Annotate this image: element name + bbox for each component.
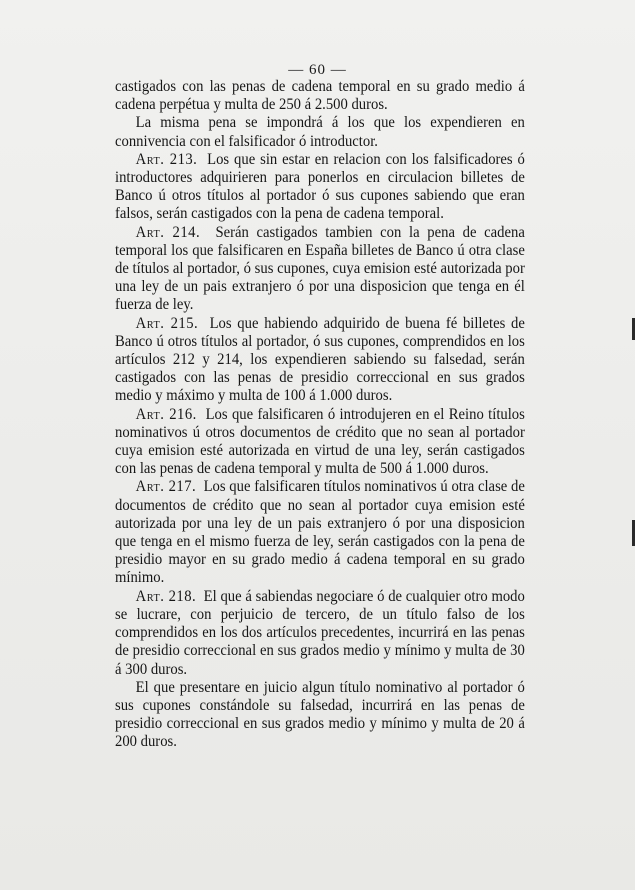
paragraph-text: La misma pena se impondrá á los que los expendieren en connivencia con el falsificador ó introductor.: [115, 114, 525, 150]
paragraph-text: El que presentare en juicio algun título nominativo al portador ó sus cupones constándole su falsedad, incurrirá en las penas de presidio correccional en sus grados medio y mínimo y multa de 20 á 200 duros.: [115, 678, 525, 751]
paragraph-continuation: [115, 78, 525, 114]
article-215: [115, 315, 525, 406]
article-text: Los que falsificaren títulos nominativos ú otra clase de documentos de crédito que no sean al portador cuya emision esté autorizada por una ley de un pais extranjero ó por una disposicion que tenga en el mismo fuerza de ley, serán castigados con la pena de presidio mayor en su grado medio á cadena temporal en su grado mínimo.: [115, 478, 525, 587]
article-label: Art. 214.: [135, 223, 201, 241]
article-text: Los que sin estar en relacion con los falsificadores ó introductores adquirieren para ponerlos en circulacion billetes de Banco ú otros títulos al portador ó sus cupones sabiendo que eran falsos, serán castigados con la pena de cadena temporal.: [115, 150, 525, 223]
article-217: [115, 478, 525, 587]
body-text: [115, 78, 525, 752]
article-216: [115, 406, 525, 479]
article-text: Serán castigados tambien con la pena de cadena temporal los que falsificaren en España billetes de Banco ú otra clase de títulos al portador, ó sus cupones, cuya emision esté autorizada por una ley de un pais extranjero ó por una disposicion que tenga en él fuerza de ley.: [115, 223, 525, 314]
article-text: El que á sabiendas negociare ó de cualquier otro modo se lucrare, con perjuicio de tercero, de un título falso de los comprendidos en los dos artículos precedentes, incurrirá en las penas de presidio correccional en sus grados medio y mínimo y multa de 30 á 300 duros.: [115, 587, 525, 678]
paragraph: [115, 679, 525, 752]
article-text: Los que falsificaren ó introdujeren en el Reino títulos nominativos ú otros documentos de crédito que no sean al portador cuya emision esté autorizada en virtud de una ley, serán castigados con las penas de cadena temporal y multa de 500 á 1.000 duros.: [115, 405, 525, 478]
article-label: Art. 218.: [135, 587, 197, 605]
page-number: — 60 —: [288, 62, 347, 78]
article-label: Art. 213.: [135, 150, 198, 168]
article-213: [115, 151, 525, 224]
paragraph: [115, 114, 525, 150]
paragraph-text: castigados con las penas de cadena temporal en su grado medio á cadena perpétua y multa de 250 á 2.500 duros.: [115, 78, 525, 114]
article-214: [115, 224, 525, 315]
article-218: [115, 588, 525, 679]
article-label: Art. 215.: [135, 314, 199, 332]
article-label: Art. 217.: [135, 478, 197, 496]
article-label: Art. 216.: [135, 405, 197, 423]
article-text: Los que habiendo adquirido de buena fé billetes de Banco ú otros títulos al portador, ó sus cupones, comprendidos en los artículos 212 y 214, los expendieren sabiendo su falsedad, serán castigados con las penas de presidio correccional en sus grados medio y máximo y multa de 100 á 1.000 duros.: [115, 314, 525, 405]
